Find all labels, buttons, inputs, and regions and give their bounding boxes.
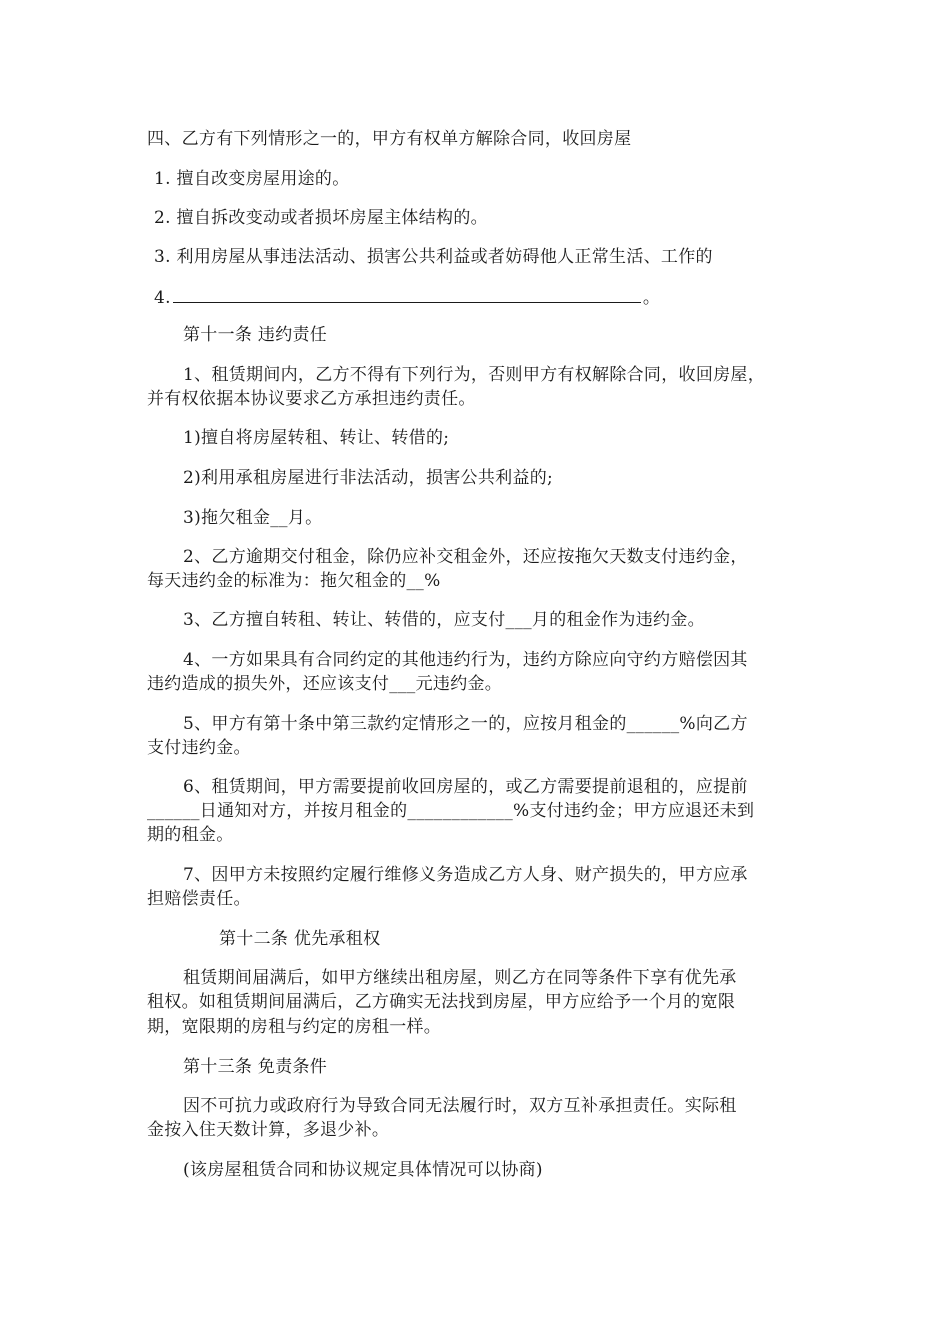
clause-four-item-3: 3. 利用房屋从事违法活动、损害公共利益或者妨碍他人正常生活、工作的 xyxy=(154,247,713,267)
clause-four-item-4-prefix: 4. xyxy=(154,288,171,308)
article-12-line2: 租权。如租赁期间届满后，乙方确实无法找到房屋，甲方应给予一个月的宽限 xyxy=(147,992,736,1012)
clause-four-item-4-suffix: 。 xyxy=(642,288,661,308)
article-13-line2: 金按入住天数计算，多退少补。 xyxy=(147,1120,390,1140)
article-11-p7-line2: 担赔偿责任。 xyxy=(147,889,251,909)
article-11-sub-1: 1)擅自将房屋转租、转让、转借的; xyxy=(183,428,450,448)
article-11-p2-line1: 2、乙方逾期交付租金，除仍应补交租金外，还应按拖欠天数支付违约金， xyxy=(183,547,748,567)
article-11-p6-line1: 6、租赁期间，甲方需要提前收回房屋的，或乙方需要提前退租的，应提前 xyxy=(183,777,748,797)
clause-four-item-2: 2. 擅自拆改变动或者损坏房屋主体结构的。 xyxy=(154,208,488,228)
article-11-p6-line3: 期的租金。 xyxy=(147,825,234,845)
article-12-line3: 期，宽限期的房租与约定的房租一样。 xyxy=(147,1017,442,1037)
article-11-p5-line1: 5、甲方有第十条中第三款约定情形之一的，应按月租金的______%向乙方 xyxy=(183,714,748,734)
article-11-p4-line2: 违约造成的损失外，还应该支付___元违约金。 xyxy=(147,674,503,694)
article-12-line1: 租赁期间届满后，如甲方继续出租房屋，则乙方在同等条件下享有优先承 xyxy=(183,968,737,988)
article-13-line1: 因不可抗力或政府行为导致合同无法履行时，双方互补承担责任。实际租 xyxy=(183,1096,737,1116)
article-11-sub-2: 2)利用承租房屋进行非法活动，损害公共利益的; xyxy=(183,468,554,488)
article-11-p6-line2: ______日通知对方，并按月租金的____________%支付违约金；甲方应退还未到 xyxy=(147,801,755,821)
article-11-sub-3: 3)拖欠租金__月。 xyxy=(183,508,323,528)
fill-in-blank-line xyxy=(173,286,641,303)
clause-four-item-4 xyxy=(154,286,660,309)
article-13-title: 第十三条 免责条件 xyxy=(183,1057,328,1077)
clause-four-item-1: 1. 擅自改变房屋用途的。 xyxy=(154,169,350,189)
article-11-p7-line1: 7、因甲方未按照约定履行维修义务造成乙方人身、财产损失的，甲方应承 xyxy=(183,865,748,885)
negotiation-note: (该房屋租赁合同和协议规定具体情况可以协商) xyxy=(183,1160,543,1180)
article-11-p1-line2: 并有权依据本协议要求乙方承担违约责任。 xyxy=(147,389,476,409)
article-11-p3: 3、乙方擅自转租、转让、转借的，应支付___月的租金作为违约金。 xyxy=(183,610,705,630)
article-11-p4-line1: 4、一方如果具有合同约定的其他违约行为，违约方除应向守约方赔偿因其 xyxy=(183,650,748,670)
article-11-title: 第十一条 违约责任 xyxy=(183,325,328,345)
clause-four-heading: 四、乙方有下列情形之一的，甲方有权单方解除合同，收回房屋 xyxy=(147,129,632,149)
article-12-title: 第十二条 优先承租权 xyxy=(219,929,381,949)
article-11-p5-line2: 支付违约金。 xyxy=(147,738,251,758)
article-11-p1-line1: 1、租赁期间内，乙方不得有下列行为，否则甲方有权解除合同，收回房屋， xyxy=(183,365,766,385)
article-11-p2-line2: 每天违约金的标准为：拖欠租金的__% xyxy=(147,571,441,591)
